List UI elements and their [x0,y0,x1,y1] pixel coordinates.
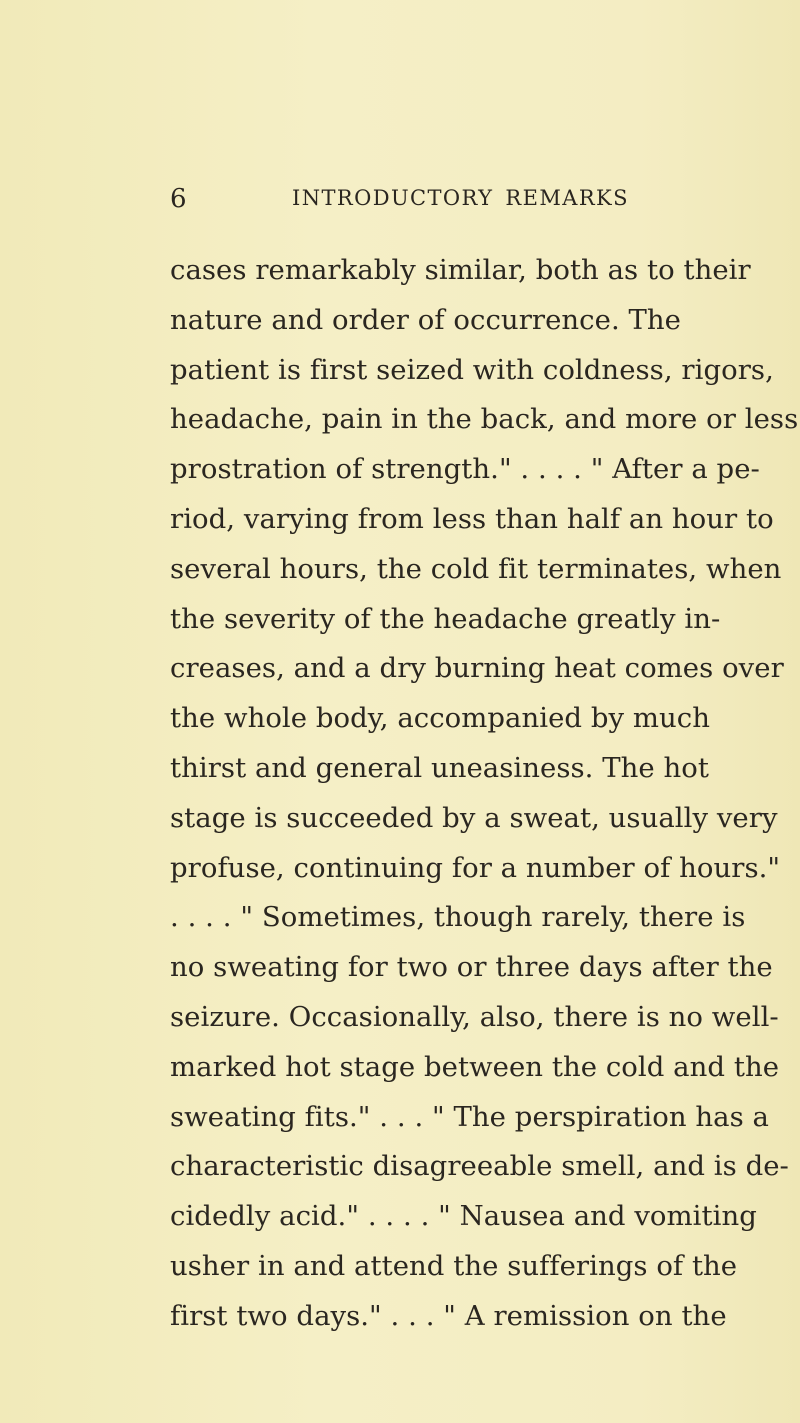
text-line: first two days." . . . " A remission on the [170,1299,727,1332]
text-line: the severity of the headache greatly in- [170,602,721,635]
running-head [0,184,800,218]
text-line: cidedly acid." . . . . " Nausea and vomiting [170,1200,757,1233]
text-line: patient is first seized with coldness, rigors, [170,353,774,386]
text-line: several hours, the cold fit terminates, when [170,552,782,585]
text-line: usher in and attend the sufferings of the [170,1249,738,1282]
text-line: . . . . " Sometimes, though rarely, there is [170,901,746,934]
text-line: creases, and a dry burning heat comes over [170,652,784,685]
running-head-title: INTRODUCTORY REMARKS [292,186,629,210]
text-line: prostration of strength." . . . . " After a pe- [170,453,760,486]
text-line: characteristic disagreeable smell, and is de- [170,1150,789,1183]
text-line: nature and order of occurrence. The [170,303,682,336]
text-line: headache, pain in the back, and more or less [170,403,799,436]
text-line: the whole body, accompanied by much [170,702,711,735]
text-line: cases remarkably similar, both as to their [170,254,751,286]
text-line: riod, varying from less than half an hour to [170,502,774,535]
text-line: seizure. Occasionally, also, there is no well- [170,1000,779,1033]
text-line: marked hot stage between the cold and the [170,1050,780,1083]
text-line: no sweating for two or three days after the [170,951,773,984]
text-line: stage is succeeded by a sweat, usually very [170,801,778,834]
text-line: profuse, continuing for a number of hours." [170,851,781,884]
text-line: sweating fits." . . . " The perspiration has a [170,1100,769,1133]
body-text [170,246,800,1342]
page-number: 6 [170,184,187,214]
text-line: thirst and general uneasiness. The hot [170,751,709,784]
